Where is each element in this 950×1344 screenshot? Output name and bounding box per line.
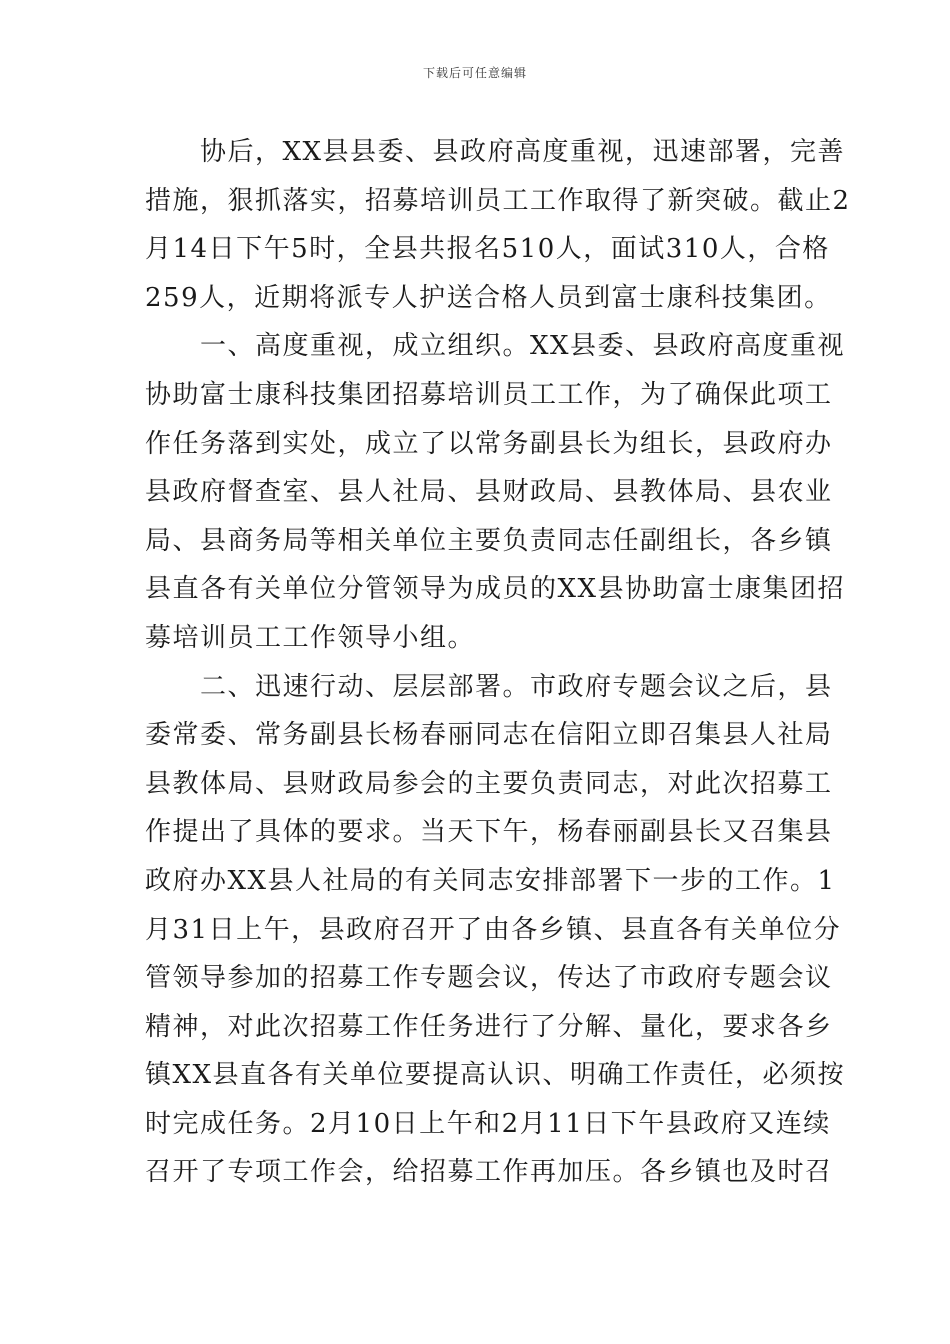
text-line: 镇XX县直各有关单位要提高认识、明确工作责任，必须按	[145, 1060, 846, 1091]
text-line: 政府办XX县人社局的有关同志安排部署下一步的工作。1	[145, 865, 836, 896]
header-note: 下载后可任意编辑	[422, 66, 527, 80]
text-line: 月31日上午，县政府召开了由各乡镇、县直各有关单位分	[145, 914, 842, 945]
text-line: 县直各有关单位分管领导为成员的XX县协助富士康集团招	[145, 574, 846, 605]
text-line: 一、高度重视，成立组织。XX县委、县政府高度重视	[200, 331, 846, 362]
text-line: 县政府督查室、县人社局、县财政局、县教体局、县农业	[145, 477, 833, 508]
text-line: 作任务落到实处，成立了以常务副县长为组长，县政府办	[145, 428, 833, 459]
paragraph	[145, 128, 851, 322]
paragraph	[145, 322, 846, 662]
text-line: 召开了专项工作会，给招募工作再加压。各乡镇也及时召	[145, 1157, 833, 1188]
text-line: 月14日下午5时，全县共报名510人，面试310人，合格	[145, 234, 830, 265]
text-line: 二、迅速行动、层层部署。市政府专题会议之后，县	[200, 671, 833, 702]
text-line: 精神，对此次招募工作任务进行了分解、量化，要求各乡	[145, 1011, 833, 1042]
text-line: 委常委、常务副县长杨春丽同志在信阳立即召集县人社局	[145, 720, 833, 751]
text-line: 管领导参加的招募工作专题会议，传达了市政府专题会议	[145, 963, 833, 994]
document-body	[145, 128, 851, 1197]
text-line: 作提出了具体的要求。当天下午，杨春丽副县长又召集县	[145, 817, 833, 848]
text-line: 募培训员工工作领导小组。	[145, 622, 476, 653]
text-line: 局、县商务局等相关单位主要负责同志任副组长，各乡镇	[145, 525, 833, 556]
text-line: 259人，近期将派专人护送合格人员到富士康科技集团。	[145, 282, 832, 313]
text-line: 协后，XX县县委、县政府高度重视，迅速部署，完善	[200, 137, 846, 167]
paragraph	[145, 663, 846, 1198]
text-line: 协助富士康科技集团招募培训员工工作，为了确保此项工	[145, 379, 833, 410]
text-line: 县教体局、县财政局参会的主要负责同志，对此次招募工	[145, 768, 833, 799]
text-line: 措施，狠抓落实，招募培训员工工作取得了新突破。截止2	[145, 185, 851, 216]
text-line: 时完成任务。2月10日上午和2月11日下午县政府又连续	[145, 1108, 831, 1139]
